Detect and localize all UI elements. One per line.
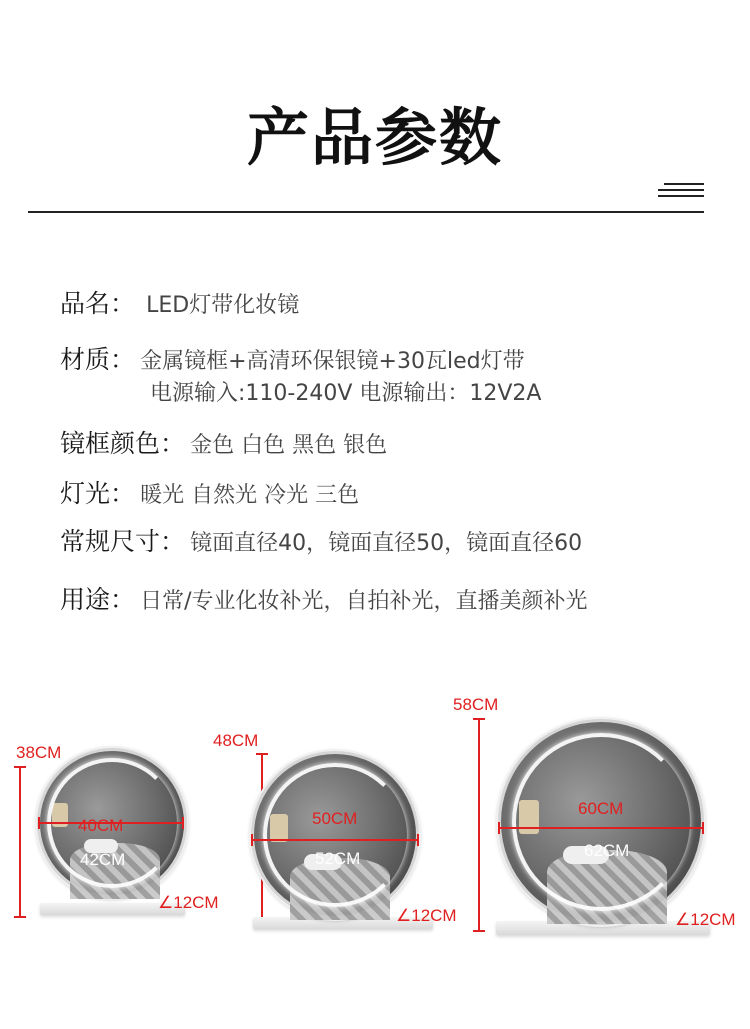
spec-colors-row <box>60 424 387 460</box>
mirror-small-diameter-label: 40CM <box>78 816 124 835</box>
mirror-large-width-line <box>498 827 704 829</box>
page-title: 产品参数 <box>246 101 503 174</box>
spec-sizes-value: 镜面直径40，镜面直径50，镜面直径60 <box>190 531 583 556</box>
product-size-illustrations <box>0 680 750 1029</box>
spec-colors-value: 金色 白色 黑色 银色 <box>190 433 388 458</box>
mirror-large-led-ring <box>512 733 690 911</box>
spec-name-row <box>60 284 299 320</box>
mirror-small-depth-label: ∠12CM <box>158 893 219 912</box>
mirror-large-height-line <box>478 718 480 932</box>
spec-material-label: 材质： <box>60 345 136 374</box>
mirror-large-diameter-label: 60CM <box>578 799 624 818</box>
mirror-small-depth-value: 12CM <box>173 893 219 912</box>
spec-light-label: 灯光： <box>60 479 136 508</box>
mirror-medium-depth-value: 12CM <box>411 906 457 925</box>
spec-usage-value: 日常/专业化妆补光，自拍补光，直播美颜补光 <box>140 589 588 614</box>
mirror-medium-height-label: 48CM <box>213 731 259 750</box>
mirror-medium-depth-label: ∠12CM <box>396 906 457 925</box>
spec-light-value: 暖光 自然光 冷光 三色 <box>140 483 360 508</box>
mirror-large-depth-label: ∠12CM <box>675 910 736 929</box>
title-divider <box>28 211 704 213</box>
mirror-medium-diameter-label: 50CM <box>312 809 358 828</box>
mirror-medium-led-ring <box>263 763 407 907</box>
spec-name-value: LED灯带化妆镜 <box>146 293 300 318</box>
mirror-large-width-label: 62CM <box>584 841 630 860</box>
spec-material-value: 金属镜框+高清环保银镜+30瓦led灯带 <box>140 349 525 374</box>
spec-colors-label: 镜框颜色： <box>60 429 186 458</box>
spec-sizes-label: 常规尺寸： <box>60 527 186 556</box>
mirror-large-height-label: 58CM <box>453 695 499 714</box>
menu-lines-icon <box>656 183 704 201</box>
mirror-medium-width-label: 52CM <box>315 849 361 868</box>
mirror-small-height-label: 38CM <box>16 743 62 762</box>
mirror-medium-width-line <box>251 839 419 841</box>
spec-usage-row <box>60 580 588 616</box>
mirror-small-height-line <box>19 766 21 918</box>
spec-material-row <box>60 340 525 376</box>
spec-light-row <box>60 474 359 510</box>
spec-sizes-row <box>60 522 582 558</box>
mirror-large-depth-value: 12CM <box>690 910 736 929</box>
spec-material-power: 电源输入:110-240V 电源输出：12V2A <box>150 381 542 406</box>
spec-usage-label: 用途： <box>60 585 136 614</box>
mirror-small-width-label: 42CM <box>80 850 126 869</box>
spec-name-label: 品名： <box>60 289 136 318</box>
